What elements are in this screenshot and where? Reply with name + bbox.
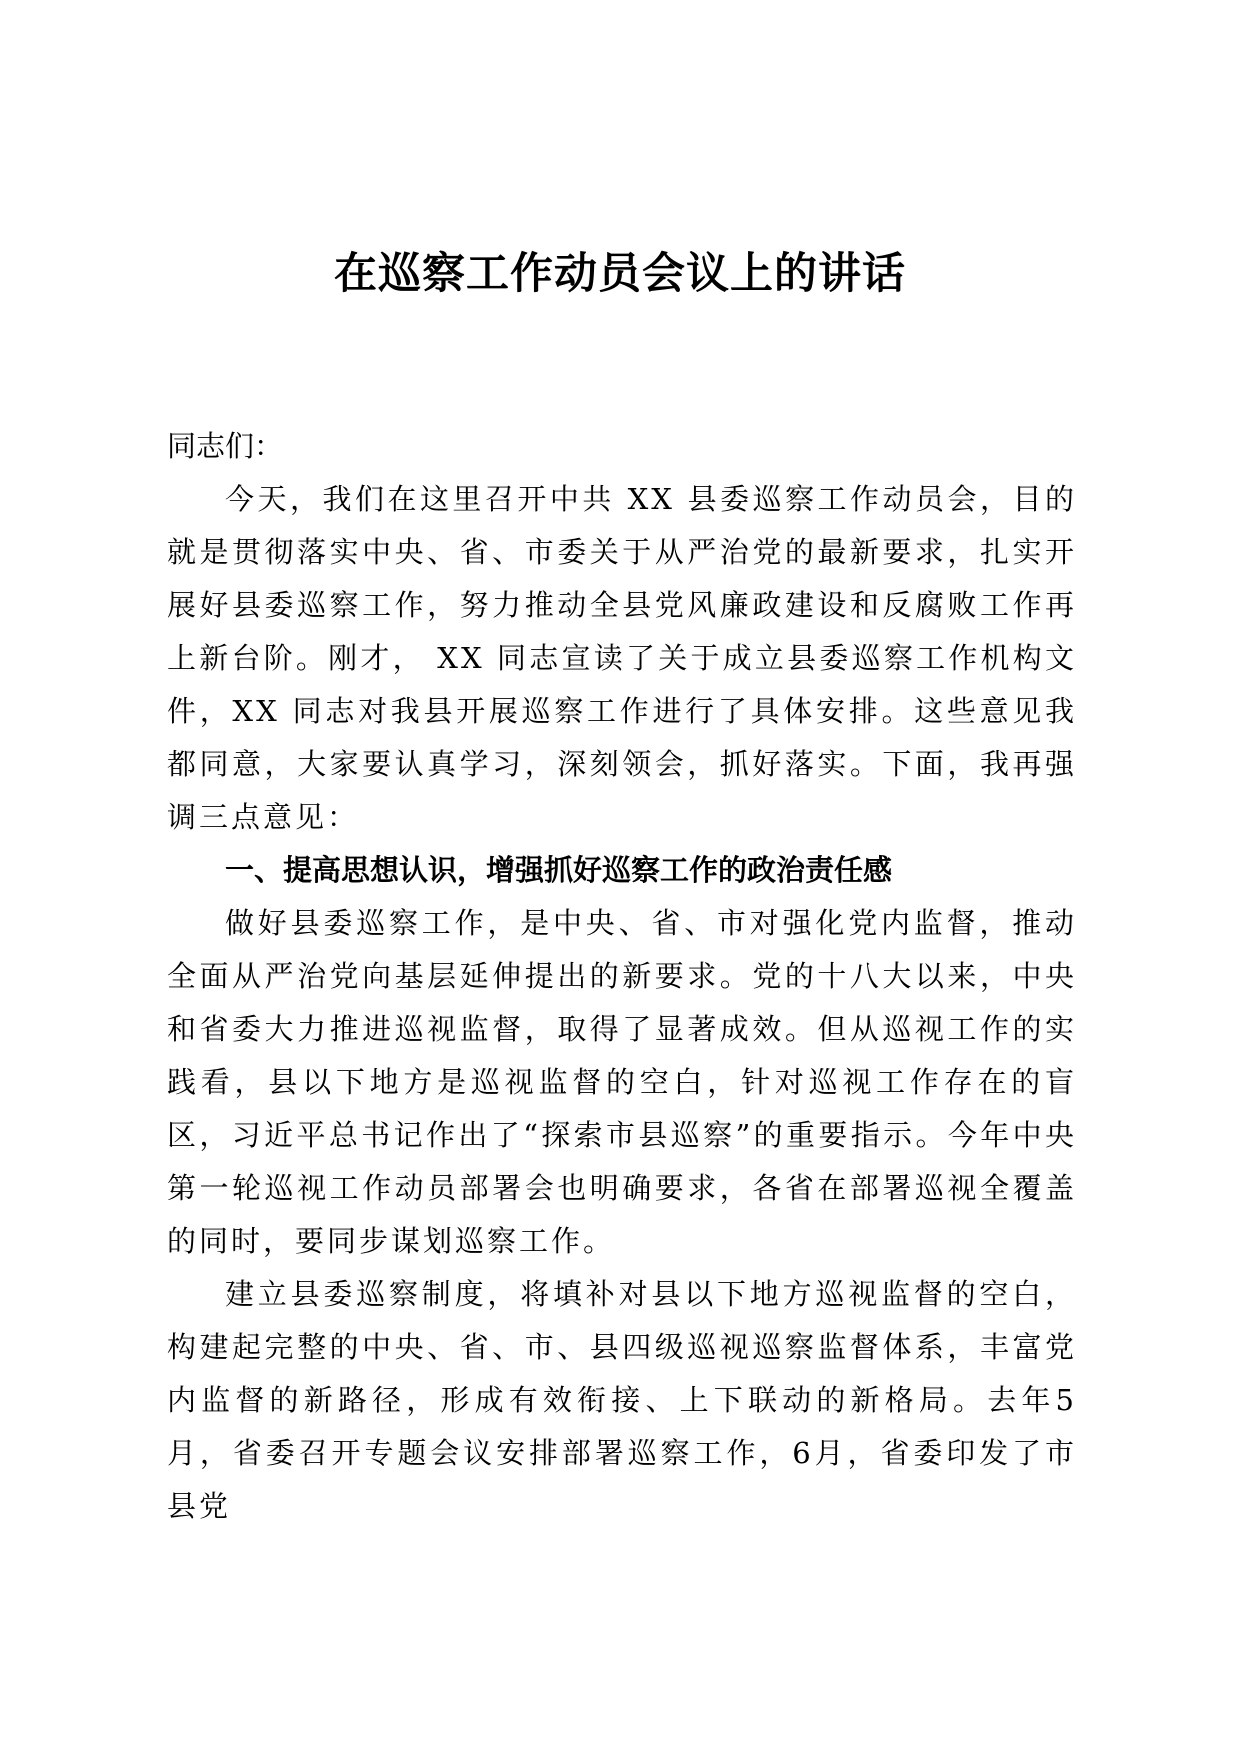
document-title: 在巡察工作动员会议上的讲话 — [334, 249, 906, 299]
section-paragraph-1: 做好县委巡察工作，是中央、省、市对强化党内监督，推动全面从严治党向基层延伸提出的新要求。党的十八大以来，中央和省委大力推进巡视监督，取得了显著成效。但从巡视工作的实践看，县以下地方是巡视监督的空白，针对巡视工作存在的盲区，习近平总书记作出了“探索市县巡察”的重要指示。今年中央第一轮巡视工作动员部署会也明确要求，各省在部署巡视全覆盖的同时，要同步谋划巡察工作。 — [167, 906, 1077, 1258]
section-paragraph-2: 建立县委巡察制度，将填补对县以下地方巡视监督的空白，构建起完整的中央、省、市、县四级巡视巡察监督体系，丰富党内监督的新路径，形成有效衔接、上下联动的新格局。去年5月，省委召开专题会议安排部署巡察工作，6月，省委印发了市县党 — [167, 1277, 1077, 1523]
salutation: 同志们： — [167, 429, 284, 463]
document-body — [167, 420, 1077, 1533]
section-heading: 一、提高思想认识，增强抓好巡察工作的政治责任感 — [225, 853, 893, 887]
intro-paragraph: 今天，我们在这里召开中共 XX 县委巡察工作动员会，目的就是贯彻落实中央、省、市委关于从严治党的最新要求，扎实开展好县委巡察工作，努力推动全县党风廉政建设和反腐败工作再上新台阶。刚才， XX 同志宣读了关于成立县委巡察工作机构文件，XX 同志对我县开展巡察工作进行了具体安排。这些意见我都同意，大家要认真学习，深刻领会，抓好落实。下面，我再强调三点意见： — [167, 482, 1077, 834]
